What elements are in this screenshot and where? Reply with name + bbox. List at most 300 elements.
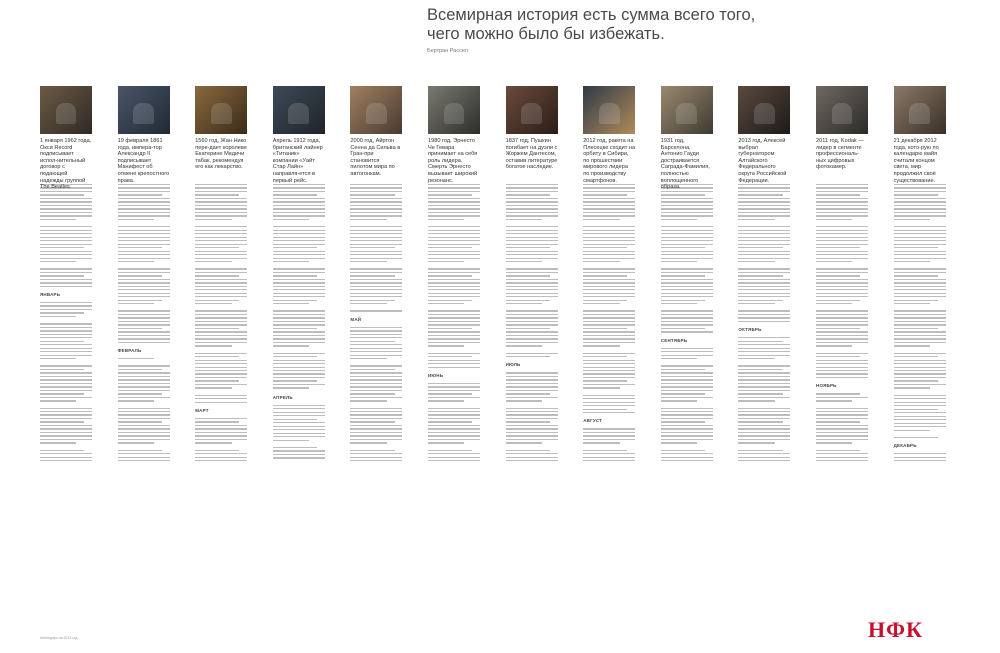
text-line bbox=[350, 226, 402, 227]
text-line bbox=[738, 205, 790, 206]
text-line bbox=[428, 439, 480, 440]
text-line bbox=[816, 212, 868, 213]
text-line bbox=[661, 237, 713, 238]
text-line bbox=[661, 414, 713, 415]
text-line bbox=[583, 380, 627, 381]
text-line bbox=[661, 457, 713, 458]
column-photo bbox=[816, 86, 868, 134]
text-line bbox=[583, 395, 635, 396]
text-line bbox=[195, 303, 231, 304]
column-photo bbox=[506, 86, 558, 134]
text-line bbox=[894, 360, 946, 361]
text-line bbox=[506, 219, 542, 220]
text-line bbox=[506, 226, 558, 227]
month-column bbox=[273, 86, 325, 461]
text-line bbox=[40, 421, 84, 422]
text-line bbox=[40, 198, 92, 199]
text-line bbox=[661, 226, 713, 227]
text-line bbox=[738, 393, 782, 394]
text-line bbox=[583, 296, 635, 297]
text-line bbox=[738, 219, 774, 220]
text-line bbox=[506, 268, 558, 269]
text-line bbox=[40, 390, 92, 391]
text-line bbox=[428, 184, 480, 185]
text-line bbox=[738, 355, 790, 356]
text-line bbox=[583, 345, 619, 346]
text-line bbox=[816, 191, 868, 192]
text-line bbox=[816, 356, 860, 357]
text-line bbox=[506, 247, 550, 248]
text-line bbox=[40, 355, 92, 356]
text-line bbox=[195, 205, 247, 206]
text-line bbox=[816, 310, 868, 311]
text-line bbox=[816, 286, 868, 287]
text-line bbox=[273, 345, 309, 346]
text-line bbox=[661, 282, 713, 283]
text-line bbox=[738, 233, 790, 234]
text-line bbox=[118, 390, 170, 391]
text-line bbox=[428, 421, 472, 422]
text-line bbox=[428, 293, 480, 294]
text-line bbox=[195, 187, 247, 188]
text-line bbox=[738, 244, 790, 245]
text-line bbox=[273, 205, 325, 206]
column-headline: 2000 год, Айртон Сенна да Сильва в Гран-при становится пилотом мира по автогонкам. bbox=[350, 138, 401, 177]
text-line bbox=[428, 251, 480, 252]
text-line bbox=[195, 282, 247, 283]
text-line bbox=[428, 187, 480, 188]
text-line bbox=[273, 272, 325, 273]
column-photo bbox=[738, 86, 790, 134]
text-line bbox=[816, 314, 868, 315]
text-line bbox=[118, 300, 162, 301]
text-line bbox=[195, 244, 247, 245]
text-line bbox=[428, 300, 472, 301]
text-line bbox=[195, 360, 247, 361]
text-line bbox=[816, 194, 860, 195]
text-line bbox=[894, 338, 946, 339]
column-photo bbox=[428, 86, 480, 134]
quote-line-1: Всемирная история есть сумма всего того, bbox=[427, 6, 756, 24]
text-line bbox=[273, 454, 325, 455]
text-line bbox=[273, 233, 325, 234]
text-line bbox=[738, 240, 790, 241]
text-line bbox=[118, 201, 170, 202]
text-line bbox=[350, 219, 386, 220]
text-line bbox=[583, 230, 635, 231]
text-line bbox=[506, 345, 542, 346]
text-line bbox=[583, 233, 635, 234]
text-line bbox=[40, 365, 92, 366]
text-line bbox=[738, 184, 790, 185]
text-line bbox=[40, 418, 92, 419]
text-line bbox=[738, 453, 790, 454]
text-line bbox=[118, 372, 170, 373]
text-line bbox=[118, 379, 170, 380]
text-line bbox=[894, 212, 946, 213]
column-headline: 2013 год, Алексей выбрал губернатором Алтайского Федерального округа Российской Федерации. bbox=[738, 138, 787, 184]
text-line bbox=[350, 334, 402, 335]
text-line bbox=[583, 409, 627, 410]
text-line bbox=[350, 397, 402, 398]
text-line bbox=[350, 400, 386, 401]
text-line bbox=[894, 377, 946, 378]
text-line bbox=[738, 425, 790, 426]
text-line bbox=[350, 457, 402, 458]
text-line bbox=[118, 369, 162, 370]
text-line bbox=[661, 219, 697, 220]
text-line bbox=[894, 398, 946, 399]
text-line bbox=[350, 215, 402, 216]
text-line bbox=[894, 215, 946, 216]
text-line bbox=[273, 426, 325, 427]
month-column bbox=[428, 86, 480, 464]
text-line bbox=[661, 321, 713, 322]
text-line bbox=[428, 386, 480, 387]
text-line bbox=[894, 279, 946, 280]
text-line bbox=[428, 286, 480, 287]
text-line bbox=[738, 293, 790, 294]
text-line bbox=[195, 317, 247, 318]
text-line bbox=[894, 416, 946, 417]
text-line bbox=[816, 428, 868, 429]
text-line bbox=[273, 353, 325, 354]
text-line bbox=[195, 432, 247, 433]
text-line bbox=[661, 310, 713, 311]
text-line bbox=[661, 191, 713, 192]
text-line bbox=[273, 247, 317, 248]
text-line bbox=[506, 356, 550, 357]
text-line bbox=[195, 373, 247, 374]
text-line bbox=[195, 331, 247, 332]
text-line bbox=[428, 428, 480, 429]
text-line bbox=[816, 345, 852, 346]
text-line bbox=[738, 348, 790, 349]
text-line bbox=[738, 300, 782, 301]
text-line bbox=[816, 373, 868, 374]
text-line bbox=[661, 194, 705, 195]
text-line bbox=[738, 286, 790, 287]
text-line bbox=[350, 303, 386, 304]
text-line bbox=[428, 338, 480, 339]
text-line bbox=[273, 184, 325, 185]
text-line bbox=[506, 353, 558, 354]
text-line bbox=[40, 309, 92, 310]
text-line bbox=[118, 358, 154, 359]
text-line bbox=[738, 439, 790, 440]
text-line bbox=[118, 439, 170, 440]
text-line bbox=[195, 460, 247, 461]
text-line bbox=[894, 286, 946, 287]
text-line bbox=[506, 425, 558, 426]
text-line bbox=[661, 254, 713, 255]
text-line bbox=[583, 300, 627, 301]
text-line bbox=[506, 331, 558, 332]
text-line bbox=[738, 226, 790, 227]
text-line bbox=[894, 230, 946, 231]
text-line bbox=[506, 201, 558, 202]
column-headline: 1837 год, Пушкин погибает на дуэли с Жоржем Дантесом, оставив литературе богатое наследие. bbox=[505, 138, 558, 171]
text-line bbox=[661, 261, 697, 262]
text-line bbox=[583, 367, 635, 368]
text-line bbox=[506, 254, 558, 255]
text-line bbox=[661, 289, 713, 290]
text-line bbox=[816, 279, 868, 280]
text-line bbox=[195, 219, 231, 220]
text-line bbox=[816, 450, 860, 451]
text-line bbox=[506, 460, 558, 461]
text-line bbox=[118, 342, 170, 343]
text-line bbox=[118, 317, 170, 318]
text-line bbox=[428, 453, 480, 454]
text-line bbox=[195, 442, 231, 443]
text-line bbox=[583, 453, 635, 454]
text-line bbox=[118, 212, 170, 213]
text-line bbox=[894, 412, 946, 413]
text-line bbox=[118, 460, 170, 461]
text-line bbox=[40, 369, 84, 370]
text-line bbox=[118, 198, 170, 199]
text-line bbox=[738, 442, 774, 443]
text-line bbox=[273, 324, 325, 325]
text-line bbox=[816, 335, 868, 336]
text-line bbox=[661, 247, 705, 248]
text-line bbox=[118, 261, 154, 262]
text-line bbox=[661, 379, 713, 380]
text-line bbox=[583, 353, 635, 354]
text-line bbox=[583, 272, 635, 273]
text-line bbox=[583, 439, 635, 440]
text-line bbox=[738, 198, 790, 199]
text-line bbox=[816, 425, 868, 426]
text-line bbox=[40, 247, 84, 248]
text-line bbox=[738, 435, 790, 436]
text-line bbox=[661, 240, 713, 241]
text-line bbox=[350, 365, 402, 366]
text-line bbox=[506, 342, 558, 343]
text-line bbox=[40, 414, 92, 415]
text-line bbox=[195, 310, 247, 311]
text-line bbox=[816, 453, 868, 454]
column-body-text bbox=[40, 184, 92, 461]
text-line bbox=[661, 372, 713, 373]
text-line bbox=[738, 358, 774, 359]
text-line bbox=[350, 300, 394, 301]
text-line bbox=[273, 201, 325, 202]
text-line bbox=[506, 230, 558, 231]
text-line bbox=[661, 275, 705, 276]
text-line bbox=[816, 363, 868, 364]
text-line bbox=[273, 356, 317, 357]
text-line bbox=[506, 208, 558, 209]
text-line bbox=[894, 380, 938, 381]
text-line bbox=[583, 402, 635, 403]
text-line bbox=[195, 289, 247, 290]
text-line bbox=[118, 251, 170, 252]
text-line bbox=[273, 360, 325, 361]
text-line bbox=[350, 184, 402, 185]
text-line bbox=[118, 194, 162, 195]
text-line bbox=[195, 215, 247, 216]
month-label: ИЮНЬ bbox=[428, 372, 444, 378]
text-line bbox=[583, 261, 619, 262]
text-line bbox=[738, 421, 782, 422]
text-line bbox=[195, 198, 247, 199]
column-headline: 19 февраля 1861 года, импера-тор Александр II подписывает Манифест об отмене крепостного права. bbox=[117, 138, 170, 184]
text-line bbox=[738, 201, 790, 202]
text-line bbox=[195, 230, 247, 231]
text-line bbox=[894, 367, 946, 368]
text-line bbox=[40, 383, 92, 384]
text-line bbox=[894, 194, 938, 195]
text-line bbox=[894, 184, 946, 185]
text-line bbox=[273, 215, 325, 216]
text-line bbox=[661, 230, 713, 231]
text-line bbox=[118, 237, 170, 238]
text-line bbox=[118, 191, 170, 192]
text-line bbox=[350, 386, 402, 387]
text-line bbox=[273, 293, 325, 294]
text-line bbox=[273, 244, 325, 245]
text-line bbox=[738, 428, 790, 429]
text-line bbox=[350, 237, 402, 238]
text-line bbox=[661, 268, 713, 269]
text-line bbox=[506, 251, 558, 252]
text-line bbox=[195, 300, 239, 301]
text-line bbox=[506, 293, 558, 294]
text-line bbox=[350, 418, 402, 419]
text-line bbox=[583, 373, 635, 374]
text-line bbox=[40, 312, 84, 313]
text-line bbox=[506, 244, 558, 245]
text-line bbox=[894, 370, 946, 371]
text-line bbox=[118, 408, 170, 409]
text-line bbox=[350, 337, 402, 338]
text-line bbox=[118, 414, 170, 415]
text-line bbox=[118, 383, 170, 384]
text-line bbox=[816, 328, 860, 329]
text-line bbox=[894, 233, 946, 234]
text-line bbox=[816, 268, 868, 269]
text-line bbox=[661, 279, 713, 280]
text-line bbox=[661, 317, 713, 318]
text-line bbox=[894, 423, 946, 424]
text-line bbox=[661, 201, 713, 202]
text-line bbox=[428, 194, 472, 195]
text-line bbox=[40, 240, 92, 241]
text-line bbox=[195, 384, 247, 385]
text-line bbox=[118, 215, 170, 216]
text-line bbox=[583, 405, 635, 406]
text-line bbox=[428, 390, 480, 391]
column-photo bbox=[894, 86, 946, 134]
text-line bbox=[506, 428, 558, 429]
text-line bbox=[894, 328, 938, 329]
text-line bbox=[118, 293, 170, 294]
month-column bbox=[738, 86, 790, 464]
text-line bbox=[506, 321, 558, 322]
text-line bbox=[428, 321, 480, 322]
text-line bbox=[195, 380, 239, 381]
text-line bbox=[273, 303, 309, 304]
text-line bbox=[350, 411, 402, 412]
text-line bbox=[816, 442, 852, 443]
text-line bbox=[583, 212, 635, 213]
text-line bbox=[195, 418, 247, 419]
text-line bbox=[661, 286, 713, 287]
text-line bbox=[738, 321, 790, 322]
text-line bbox=[195, 367, 247, 368]
text-line bbox=[273, 230, 325, 231]
text-line bbox=[273, 212, 325, 213]
text-line bbox=[428, 317, 480, 318]
text-line bbox=[661, 208, 713, 209]
text-line bbox=[195, 268, 247, 269]
text-line bbox=[273, 296, 325, 297]
month-label: ДЕКАБРЬ bbox=[893, 443, 917, 449]
text-line bbox=[894, 342, 946, 343]
text-line bbox=[118, 268, 170, 269]
text-line bbox=[273, 282, 325, 283]
text-line bbox=[40, 279, 92, 280]
text-line bbox=[195, 398, 247, 399]
text-line bbox=[40, 457, 92, 458]
text-line bbox=[273, 300, 317, 301]
text-line bbox=[506, 303, 542, 304]
text-line bbox=[350, 408, 402, 409]
text-line bbox=[583, 398, 635, 399]
text-line bbox=[738, 261, 774, 262]
text-line bbox=[350, 275, 394, 276]
text-line bbox=[583, 363, 635, 364]
text-line bbox=[428, 363, 480, 364]
text-line bbox=[350, 194, 394, 195]
text-line bbox=[273, 363, 325, 364]
text-line bbox=[350, 251, 402, 252]
text-line bbox=[738, 187, 790, 188]
text-line bbox=[583, 303, 619, 304]
text-line bbox=[738, 450, 782, 451]
text-line bbox=[583, 244, 635, 245]
text-line bbox=[428, 226, 480, 227]
text-line bbox=[506, 414, 558, 415]
text-line bbox=[816, 289, 868, 290]
text-line bbox=[738, 282, 790, 283]
text-line bbox=[40, 432, 92, 433]
text-line bbox=[661, 428, 713, 429]
text-line bbox=[738, 194, 782, 195]
text-line bbox=[583, 226, 635, 227]
text-line bbox=[738, 411, 790, 412]
text-line bbox=[506, 379, 558, 380]
text-line bbox=[40, 282, 92, 283]
text-line bbox=[118, 450, 162, 451]
text-line bbox=[350, 421, 394, 422]
text-line bbox=[273, 198, 325, 199]
text-line bbox=[583, 201, 635, 202]
text-line bbox=[506, 338, 558, 339]
footnote: Календарь на 2013 год bbox=[40, 636, 78, 640]
text-line bbox=[195, 237, 247, 238]
month-label: ФЕВРАЛЬ bbox=[117, 348, 142, 354]
text-line bbox=[738, 247, 782, 248]
text-line bbox=[195, 233, 247, 234]
text-line bbox=[428, 205, 480, 206]
text-line bbox=[350, 460, 402, 461]
text-line bbox=[195, 356, 239, 357]
text-line bbox=[428, 450, 472, 451]
text-line bbox=[661, 296, 713, 297]
